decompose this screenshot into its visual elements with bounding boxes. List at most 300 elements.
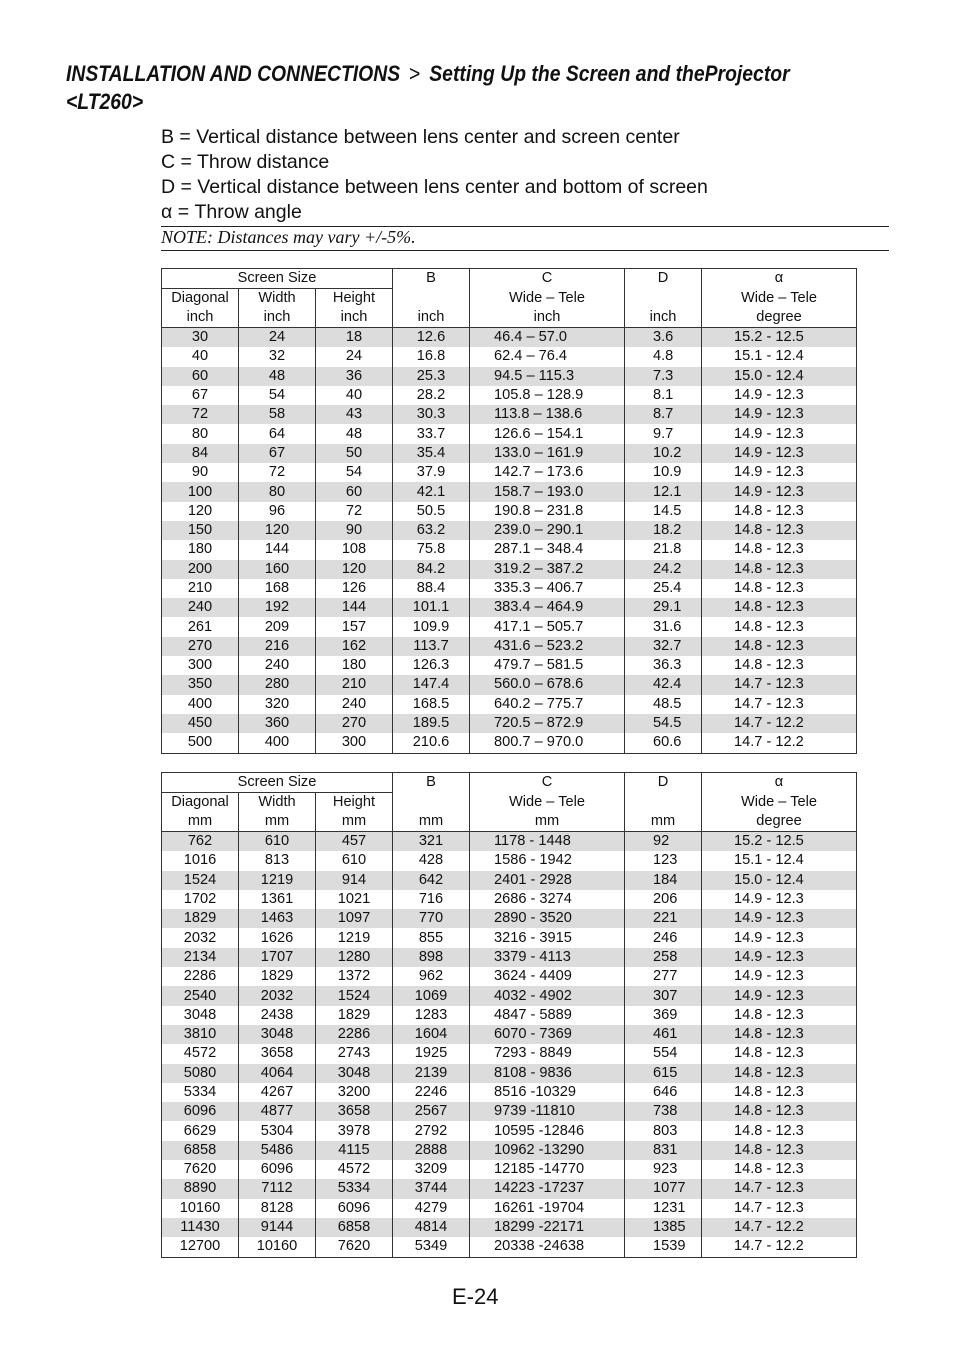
c-cell: 18299 -22171 — [470, 1218, 625, 1237]
diagonal-cell: 270 — [162, 637, 239, 656]
width-cell: 192 — [239, 598, 316, 617]
table-row — [162, 502, 857, 521]
c-cell: 2890 - 3520 — [470, 909, 625, 928]
table-row — [162, 347, 857, 366]
table-row — [162, 832, 857, 852]
table-row — [162, 1064, 857, 1083]
table-row — [162, 986, 857, 1005]
height-cell: 126 — [316, 579, 393, 598]
c-cell: 4847 - 5889 — [470, 1006, 625, 1025]
table-row — [162, 540, 857, 559]
table-row — [162, 637, 857, 656]
height-cell: 5334 — [316, 1179, 393, 1198]
alpha-cell: 14.7 - 12.3 — [702, 695, 857, 714]
d-cell: 307 — [625, 986, 702, 1005]
c-cell: 4032 - 4902 — [470, 986, 625, 1005]
table-row — [162, 1237, 857, 1257]
diagonal-cell: 500 — [162, 733, 239, 753]
c-cell: 158.7 – 193.0 — [470, 482, 625, 501]
d-cell: 923 — [625, 1160, 702, 1179]
diagonal-cell: 2286 — [162, 967, 239, 986]
diagonal-cell: 240 — [162, 598, 239, 617]
d-cell: 206 — [625, 890, 702, 909]
c-cell: 3216 - 3915 — [470, 928, 625, 947]
alpha-cell: 14.8 - 12.3 — [702, 1141, 857, 1160]
alpha-cell: 14.7 - 12.3 — [702, 675, 857, 694]
diagonal-cell: 2134 — [162, 948, 239, 967]
table-row — [162, 1160, 857, 1179]
table-row — [162, 598, 857, 617]
height-cell: 3200 — [316, 1083, 393, 1102]
unit-cell: degree — [702, 812, 857, 832]
c-cell: 431.6 – 523.2 — [470, 637, 625, 656]
width-cell: 8128 — [239, 1199, 316, 1218]
b-cell: 770 — [393, 909, 470, 928]
b-header: B — [393, 269, 470, 289]
d-cell: 9.7 — [625, 424, 702, 443]
table-row — [162, 1179, 857, 1198]
alpha-cell: 14.7 - 12.2 — [702, 714, 857, 733]
section-title: INSTALLATION AND CONNECTIONS — [66, 61, 401, 86]
d-cell: 246 — [625, 928, 702, 947]
diagonal-cell: 2540 — [162, 986, 239, 1005]
diagonal-cell: 3810 — [162, 1025, 239, 1044]
table-row — [162, 1044, 857, 1063]
unit-cell: inch — [239, 308, 316, 328]
c-cell: 2686 - 3274 — [470, 890, 625, 909]
table-row — [162, 386, 857, 405]
width-cell: 240 — [239, 656, 316, 675]
diagonal-cell: 120 — [162, 502, 239, 521]
height-cell: 24 — [316, 347, 393, 366]
width-cell: 5486 — [239, 1141, 316, 1160]
unit-cell: mm — [625, 812, 702, 832]
height-cell: 3978 — [316, 1121, 393, 1140]
c-cell: 16261 -19704 — [470, 1199, 625, 1218]
diagonal-cell: 6629 — [162, 1121, 239, 1140]
page-number: E-24 — [452, 1284, 499, 1309]
d-cell: 10.2 — [625, 444, 702, 463]
alpha-cell: 14.7 - 12.3 — [702, 1179, 857, 1198]
d-cell: 60.6 — [625, 733, 702, 753]
table-row — [162, 328, 857, 348]
b-cell: 4814 — [393, 1218, 470, 1237]
height-cell: 108 — [316, 540, 393, 559]
alpha-wide-tele-header: Wide – Tele — [702, 793, 857, 813]
alpha-cell: 14.8 - 12.3 — [702, 598, 857, 617]
c-cell: 640.2 – 775.7 — [470, 695, 625, 714]
d-cell: 277 — [625, 967, 702, 986]
alpha-cell: 14.8 - 12.3 — [702, 1044, 857, 1063]
c-cell: 1586 - 1942 — [470, 851, 625, 870]
diagonal-cell: 4572 — [162, 1044, 239, 1063]
table-row — [162, 579, 857, 598]
width-cell: 32 — [239, 347, 316, 366]
c-cell: 479.7 – 581.5 — [470, 656, 625, 675]
b-header-blank — [393, 793, 470, 813]
d-cell: 12.1 — [625, 482, 702, 501]
table-row — [162, 1025, 857, 1044]
alpha-cell: 14.9 - 12.3 — [702, 463, 857, 482]
definition-c: C = Throw distance — [161, 151, 330, 173]
b-cell: 2567 — [393, 1102, 470, 1121]
width-header: Width — [239, 793, 316, 813]
height-cell: 1097 — [316, 909, 393, 928]
b-cell: 1604 — [393, 1025, 470, 1044]
unit-cell: inch — [393, 308, 470, 328]
height-cell: 3658 — [316, 1102, 393, 1121]
height-cell: 162 — [316, 637, 393, 656]
alpha-cell: 14.9 - 12.3 — [702, 444, 857, 463]
width-cell: 64 — [239, 424, 316, 443]
width-cell: 54 — [239, 386, 316, 405]
alpha-cell: 14.8 - 12.3 — [702, 1160, 857, 1179]
alpha-header: α — [702, 773, 857, 793]
b-cell: 716 — [393, 890, 470, 909]
c-cell: 319.2 – 387.2 — [470, 560, 625, 579]
definition-alpha: α = Throw angle — [161, 201, 302, 223]
d-header-blank — [625, 289, 702, 309]
d-cell: 31.6 — [625, 617, 702, 636]
d-cell: 25.4 — [625, 579, 702, 598]
c-cell: 9739 -11810 — [470, 1102, 625, 1121]
c-cell: 335.3 – 406.7 — [470, 579, 625, 598]
width-cell: 58 — [239, 405, 316, 424]
height-cell: 1219 — [316, 928, 393, 947]
height-cell: 40 — [316, 386, 393, 405]
table-row — [162, 714, 857, 733]
table-row — [162, 928, 857, 947]
diagonal-cell: 60 — [162, 367, 239, 386]
diagonal-cell: 350 — [162, 675, 239, 694]
b-cell: 1925 — [393, 1044, 470, 1063]
height-cell: 120 — [316, 560, 393, 579]
width-header: Width — [239, 289, 316, 309]
width-cell: 280 — [239, 675, 316, 694]
d-cell: 615 — [625, 1064, 702, 1083]
diagonal-cell: 450 — [162, 714, 239, 733]
width-cell: 4064 — [239, 1064, 316, 1083]
diagonal-cell: 6096 — [162, 1102, 239, 1121]
table-row — [162, 851, 857, 870]
alpha-cell: 14.7 - 12.2 — [702, 1237, 857, 1257]
b-cell: 321 — [393, 832, 470, 852]
table-row — [162, 675, 857, 694]
c-cell: 113.8 – 138.6 — [470, 405, 625, 424]
b-cell: 210.6 — [393, 733, 470, 753]
width-cell: 400 — [239, 733, 316, 753]
b-cell: 50.5 — [393, 502, 470, 521]
alpha-cell: 14.8 - 12.3 — [702, 521, 857, 540]
b-header-blank — [393, 289, 470, 309]
d-cell: 48.5 — [625, 695, 702, 714]
width-cell: 360 — [239, 714, 316, 733]
b-cell: 2888 — [393, 1141, 470, 1160]
table-row — [162, 909, 857, 928]
table-row — [162, 367, 857, 386]
width-cell: 209 — [239, 617, 316, 636]
diagonal-cell: 6858 — [162, 1141, 239, 1160]
unit-cell: inch — [316, 308, 393, 328]
alpha-cell: 15.2 - 12.5 — [702, 832, 857, 852]
note: NOTE: Distances may vary +/-5%. — [161, 226, 889, 251]
diagonal-cell: 3048 — [162, 1006, 239, 1025]
unit-cell: inch — [470, 308, 625, 328]
alpha-cell: 14.7 - 12.3 — [702, 1199, 857, 1218]
height-cell: 90 — [316, 521, 393, 540]
alpha-cell: 14.9 - 12.3 — [702, 967, 857, 986]
c-cell: 2401 - 2928 — [470, 871, 625, 890]
c-cell: 142.7 – 173.6 — [470, 463, 625, 482]
alpha-cell: 14.8 - 12.3 — [702, 1064, 857, 1083]
width-cell: 9144 — [239, 1218, 316, 1237]
d-cell: 8.1 — [625, 386, 702, 405]
b-cell: 28.2 — [393, 386, 470, 405]
diagonal-header: Diagonal — [162, 289, 239, 309]
c-wide-tele-header: Wide – Tele — [470, 289, 625, 309]
unit-cell: mm — [316, 812, 393, 832]
alpha-cell: 14.7 - 12.2 — [702, 733, 857, 753]
b-cell: 126.3 — [393, 656, 470, 675]
table-row — [162, 521, 857, 540]
width-cell: 72 — [239, 463, 316, 482]
diagonal-cell: 84 — [162, 444, 239, 463]
width-cell: 10160 — [239, 1237, 316, 1257]
b-cell: 33.7 — [393, 424, 470, 443]
alpha-cell: 14.9 - 12.3 — [702, 482, 857, 501]
b-cell: 88.4 — [393, 579, 470, 598]
definitions-block — [161, 125, 889, 251]
width-cell: 80 — [239, 482, 316, 501]
width-cell: 120 — [239, 521, 316, 540]
diagonal-cell: 40 — [162, 347, 239, 366]
b-cell: 2246 — [393, 1083, 470, 1102]
height-cell: 610 — [316, 851, 393, 870]
b-cell: 75.8 — [393, 540, 470, 559]
b-cell: 1069 — [393, 986, 470, 1005]
d-cell: 7.3 — [625, 367, 702, 386]
height-cell: 1829 — [316, 1006, 393, 1025]
table-row — [162, 948, 857, 967]
b-header: B — [393, 773, 470, 793]
c-cell: 1178 - 1448 — [470, 832, 625, 852]
height-header: Height — [316, 289, 393, 309]
width-cell: 168 — [239, 579, 316, 598]
alpha-cell: 14.9 - 12.3 — [702, 424, 857, 443]
c-cell: 14223 -17237 — [470, 1179, 625, 1198]
b-cell: 1283 — [393, 1006, 470, 1025]
height-cell: 36 — [316, 367, 393, 386]
c-header: C — [470, 269, 625, 289]
c-wide-tele-header: Wide – Tele — [470, 793, 625, 813]
alpha-cell: 14.8 - 12.3 — [702, 1102, 857, 1121]
d-cell: 258 — [625, 948, 702, 967]
b-cell: 855 — [393, 928, 470, 947]
screen-size-header: Screen Size — [162, 773, 393, 793]
height-cell: 210 — [316, 675, 393, 694]
c-header: C — [470, 773, 625, 793]
height-cell: 1021 — [316, 890, 393, 909]
definition-d: D = Vertical distance between lens center and bottom of screen — [161, 176, 708, 198]
b-cell: 42.1 — [393, 482, 470, 501]
width-cell: 5304 — [239, 1121, 316, 1140]
b-cell: 63.2 — [393, 521, 470, 540]
height-cell: 240 — [316, 695, 393, 714]
b-cell: 113.7 — [393, 637, 470, 656]
units-row — [162, 812, 857, 832]
table-row — [162, 1006, 857, 1025]
diagonal-header: Diagonal — [162, 793, 239, 813]
d-cell: 4.8 — [625, 347, 702, 366]
table-row — [162, 405, 857, 424]
unit-cell: degree — [702, 308, 857, 328]
alpha-cell: 14.8 - 12.3 — [702, 1121, 857, 1140]
d-cell: 36.3 — [625, 656, 702, 675]
c-cell: 10595 -12846 — [470, 1121, 625, 1140]
units-row — [162, 308, 857, 328]
c-cell: 800.7 – 970.0 — [470, 733, 625, 753]
alpha-cell: 14.8 - 12.3 — [702, 637, 857, 656]
height-cell: 1372 — [316, 967, 393, 986]
table-row — [162, 1083, 857, 1102]
alpha-header: α — [702, 269, 857, 289]
unit-cell: mm — [470, 812, 625, 832]
width-cell: 1361 — [239, 890, 316, 909]
b-cell: 12.6 — [393, 328, 470, 348]
diagonal-cell: 7620 — [162, 1160, 239, 1179]
diagonal-cell: 150 — [162, 521, 239, 540]
height-cell: 4115 — [316, 1141, 393, 1160]
width-cell: 1829 — [239, 967, 316, 986]
mm-table — [161, 772, 857, 1258]
d-cell: 554 — [625, 1044, 702, 1063]
d-cell: 24.2 — [625, 560, 702, 579]
alpha-cell: 14.9 - 12.3 — [702, 909, 857, 928]
screen-size-header: Screen Size — [162, 269, 393, 289]
diagonal-cell: 100 — [162, 482, 239, 501]
d-cell: 461 — [625, 1025, 702, 1044]
c-cell: 12185 -14770 — [470, 1160, 625, 1179]
height-cell: 7620 — [316, 1237, 393, 1257]
diagonal-cell: 11430 — [162, 1218, 239, 1237]
table-row — [162, 482, 857, 501]
b-cell: 35.4 — [393, 444, 470, 463]
c-cell: 10962 -13290 — [470, 1141, 625, 1160]
height-cell: 54 — [316, 463, 393, 482]
diagonal-cell: 10160 — [162, 1199, 239, 1218]
width-cell: 160 — [239, 560, 316, 579]
b-cell: 962 — [393, 967, 470, 986]
d-cell: 738 — [625, 1102, 702, 1121]
width-cell: 1707 — [239, 948, 316, 967]
b-cell: 2139 — [393, 1064, 470, 1083]
height-cell: 60 — [316, 482, 393, 501]
height-cell: 2286 — [316, 1025, 393, 1044]
height-cell: 270 — [316, 714, 393, 733]
b-cell: 898 — [393, 948, 470, 967]
b-cell: 30.3 — [393, 405, 470, 424]
d-cell: 29.1 — [625, 598, 702, 617]
diagonal-cell: 67 — [162, 386, 239, 405]
c-cell: 94.5 – 115.3 — [470, 367, 625, 386]
diagonal-cell: 30 — [162, 328, 239, 348]
height-cell: 50 — [316, 444, 393, 463]
d-cell: 184 — [625, 871, 702, 890]
model-title: <LT260> — [66, 89, 144, 114]
d-cell: 803 — [625, 1121, 702, 1140]
d-cell: 54.5 — [625, 714, 702, 733]
width-cell: 1219 — [239, 871, 316, 890]
c-cell: 3624 - 4409 — [470, 967, 625, 986]
diagonal-cell: 5334 — [162, 1083, 239, 1102]
height-cell: 3048 — [316, 1064, 393, 1083]
subsection-title: Setting Up the Screen and theProjector — [429, 61, 790, 86]
height-cell: 157 — [316, 617, 393, 636]
c-cell: 190.8 – 231.8 — [470, 502, 625, 521]
height-cell: 48 — [316, 424, 393, 443]
alpha-cell: 15.0 - 12.4 — [702, 367, 857, 386]
c-cell: 7293 - 8849 — [470, 1044, 625, 1063]
table-row — [162, 733, 857, 753]
c-cell: 133.0 – 161.9 — [470, 444, 625, 463]
alpha-cell: 14.9 - 12.3 — [702, 405, 857, 424]
c-cell: 287.1 – 348.4 — [470, 540, 625, 559]
alpha-cell: 14.8 - 12.3 — [702, 560, 857, 579]
alpha-cell: 14.9 - 12.3 — [702, 928, 857, 947]
diagonal-cell: 72 — [162, 405, 239, 424]
b-cell: 5349 — [393, 1237, 470, 1257]
d-cell: 369 — [625, 1006, 702, 1025]
table-row — [162, 1121, 857, 1140]
width-cell: 3658 — [239, 1044, 316, 1063]
table-row — [162, 1218, 857, 1237]
table-row — [162, 695, 857, 714]
d-header-blank — [625, 793, 702, 813]
width-cell: 1626 — [239, 928, 316, 947]
diagonal-cell: 12700 — [162, 1237, 239, 1257]
b-cell: 147.4 — [393, 675, 470, 694]
height-cell: 43 — [316, 405, 393, 424]
c-cell: 8108 - 9836 — [470, 1064, 625, 1083]
d-cell: 42.4 — [625, 675, 702, 694]
table-row — [162, 656, 857, 675]
diagonal-cell: 200 — [162, 560, 239, 579]
alpha-cell: 14.8 - 12.3 — [702, 656, 857, 675]
b-cell: 109.9 — [393, 617, 470, 636]
d-cell: 21.8 — [625, 540, 702, 559]
height-cell: 6858 — [316, 1218, 393, 1237]
width-cell: 96 — [239, 502, 316, 521]
c-cell: 417.1 – 505.7 — [470, 617, 625, 636]
alpha-cell: 15.2 - 12.5 — [702, 328, 857, 348]
alpha-cell: 15.0 - 12.4 — [702, 871, 857, 890]
d-cell: 1231 — [625, 1199, 702, 1218]
height-cell: 180 — [316, 656, 393, 675]
width-cell: 4877 — [239, 1102, 316, 1121]
unit-cell: mm — [393, 812, 470, 832]
diagonal-cell: 1702 — [162, 890, 239, 909]
width-cell: 24 — [239, 328, 316, 348]
c-cell: 3379 - 4113 — [470, 948, 625, 967]
table-row — [162, 967, 857, 986]
d-header: D — [625, 269, 702, 289]
width-cell: 216 — [239, 637, 316, 656]
c-cell: 46.4 – 57.0 — [470, 328, 625, 348]
width-cell: 3048 — [239, 1025, 316, 1044]
d-cell: 831 — [625, 1141, 702, 1160]
c-cell: 560.0 – 678.6 — [470, 675, 625, 694]
alpha-cell: 14.7 - 12.2 — [702, 1218, 857, 1237]
